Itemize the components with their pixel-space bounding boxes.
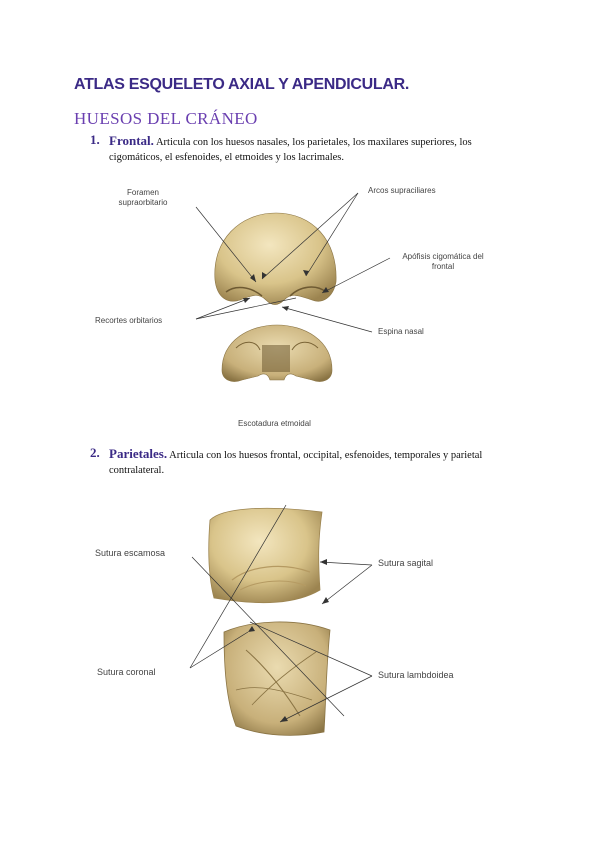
parietal-bone-figure — [209, 508, 330, 735]
item-text: Articula con los huesos frontal, occipital, esfenoides, temporales y parietal contralateral. — [109, 450, 483, 476]
item-number: 2. — [90, 445, 100, 460]
item-name: Frontal. — [109, 133, 154, 148]
section-heading: HUESOS DEL CRÁNEO — [74, 109, 258, 128]
label-escotadura-etmoidal: Escotadura etmoidal — [238, 419, 311, 428]
item-text: Articula con los huesos nasales, los parietales, los maxilares superiores, los cigomáticos, el esfenoides, el etmoides y los lacrimales. — [109, 137, 472, 163]
label-sutura-sagital: Sutura sagital — [378, 558, 434, 568]
label-sutura-escamosa: Sutura escamosa — [95, 548, 166, 558]
document-title: ATLAS ESQUELETO AXIAL Y APENDICULAR. — [74, 76, 410, 93]
item-number: 1. — [90, 132, 100, 147]
label-foramen-supraorbitario: Foramen supraorbitario — [118, 188, 168, 207]
parietal-internal-illustration — [224, 622, 330, 735]
label-espina-nasal: Espina nasal — [378, 327, 424, 336]
label-apofisis-cigomatica: Apófisis cigomática del frontal — [402, 252, 484, 271]
label-arcos-supraciliares: Arcos supraciliares — [368, 186, 436, 195]
label-sutura-lambdoidea: Sutura lambdoidea — [378, 670, 454, 680]
frontal-anterior-illustration — [215, 213, 336, 305]
item-name: Parietales. — [109, 446, 168, 461]
label-recortes-orbitarios: Recortes orbitarios — [95, 316, 163, 325]
parietal-external-illustration — [209, 508, 322, 602]
label-sutura-coronal: Sutura coronal — [97, 667, 156, 677]
